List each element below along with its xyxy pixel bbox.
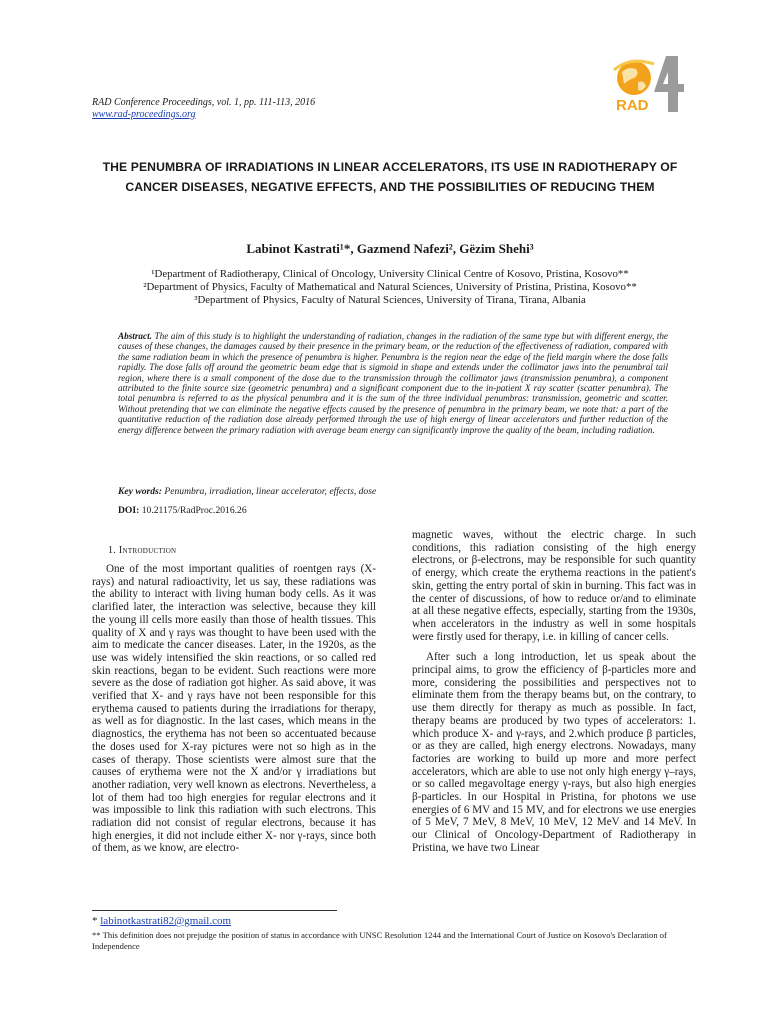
footnote-kosovo-status: ** This definition does not prejudge the position of status in accordance with UNSC Resolution 1244 and the International Court of Justice on Kosovo's Declaration of Independence	[92, 930, 667, 951]
doi-value: 10.21175/RadProc.2016.26	[141, 505, 247, 516]
rad-conference-logo	[610, 52, 690, 124]
abstract-label: Abstract.	[118, 331, 152, 341]
body-column-left	[92, 563, 376, 855]
keywords	[118, 486, 668, 497]
footnote-marker: *	[92, 915, 98, 927]
citation-header: RAD Conference Proceedings, vol. 1, pp. 111-113, 2016	[92, 97, 316, 108]
affiliations	[90, 268, 690, 307]
affiliation-2: ²Department of Physics, Faculty of Mathematical and Natural Sciences, University of Pristina, Pristina, Kosovo**	[143, 281, 637, 293]
proceedings-url-link[interactable]: www.rad-proceedings.org	[92, 109, 196, 120]
keywords-label: Key words:	[118, 486, 162, 497]
footnote-divider	[92, 910, 337, 911]
paper-title: THE PENUMBRA OF IRRADIATIONS IN LINEAR ACCELERATORS, ITS USE IN RADIOTHERAPY OF CANCER DISEASES, NEGATIVE EFFECTS, AND THE POSSIBILITIES OF REDUCING THEM	[102, 160, 678, 194]
author-email-link[interactable]: labinotkastrati82@gmail.com	[100, 915, 232, 927]
abstract	[118, 331, 668, 435]
doi-label: DOI:	[118, 505, 140, 516]
abstract-text: The aim of this study is to highlight the understanding of radiation, changes in the radiation of the same type but with different energy, the causes of these changes, the damages caused by their presence in the primary beam, or the reduction of the effectiveness of radiation, compared with the same radiation beam in which the presence of penumbra is higher. Penumbra is the region near the edge of the field margin where the dose falls rapidly. The dose falls off around the geometric beam edge that is sigmoid in shape and extends under the collimator jaws into the penumbral tail region, where there is a small component of the dose due to the transmission through the collimator jaws (transmission penumbra), a component attributed to the finite source size (geometric penumbra) and a significant component due to the in-patient X ray scatter (scatter penumbra). The total penumbra is referred to as the physical penumbra and it is the sum of the three individual penumbras: transmission, geometric and scatter. Without pretending that we can eliminate the negative effects caused by the presence of penumbra in the primary beam, we note that: a part of the quantitative reduction of the radiation dose already performed through the use of high energy of linear accelerators and further reduction of the energy difference between the primary radiation with average beam energy can significantly improve the quality of the beam, including radiation.	[118, 331, 669, 435]
author-list: Labinot Kastrati¹*, Gazmend Nafezi², Gëzim Shehi³	[246, 241, 534, 256]
footnote-email	[92, 915, 231, 927]
section-title: Introduction	[118, 545, 177, 556]
affiliation-3: ³Department of Physics, Faculty of Natural Sciences, University of Tirana, Tirana, Albania	[194, 294, 586, 306]
affiliation-1: ¹Department of Radiotherapy, Clinical of Oncology, University Clinical Centre of Kosovo, Pristina, Kosovo**	[151, 268, 629, 280]
paragraph: One of the most important qualities of roentgen rays (X-rays) and natural radioactivity, let us say, these radiations was the ability to interact with living human body cells. As it was clarified later, the interaction was selective, because they kill the young ill cells more easily than those of health tissues. This quality of X and γ rays was thought to have been used with the aim to medicate the cancer diseases. Later, in the 1920s, as the use was widely intensified the skin reactions, or so called red skin reactions, began to be evident. Such reactions were more severe as the dose of radiation got higher. As said above, it was verified that X- and γ rays have not been responsible for this erythema caused to patients during the irradiations for therapy, as well as for diagnostic. In the last cases, which means in the diagnostics, the erythema has not been so accentuated because the doses used for X-ray pictures were not so high as in the cases of therapy. Those scientists were almost sure that the causes of erythema were not the X and/or γ irradiations but another radiation, very well known as electrons. Nevertheless, a lot of them had too high energies for regular electrons and it was impossible to link this radiation with such electrons. This radiation did not consist of regular electrons, because it has high energies, it did not include either X- nor γ-rays, since both of them, as we know, are electro-	[92, 563, 376, 855]
keywords-text: Penumbra, irradiation, linear accelerator, effects, dose	[164, 486, 377, 497]
section-number: 1.	[108, 545, 117, 556]
doi	[118, 505, 668, 516]
body-column-right	[412, 529, 696, 855]
section-heading	[108, 545, 176, 556]
paragraph: After such a long introduction, let us speak about the principal aims, to grow the efficiency of β-particles more and more, considering the possibilities and perspectives not to eliminate them from the therapy beams but, on the contrary, to use them directly for therapy as much as possible. In fact, therapy beams are produced by two types of accelerators: 1. which produce X- and γ-rays, and 2.which produce β particles, or as they are called, high energy electrons. Nowadays, many factories are working to build up more and more perfect accelerators, which are able to use not only high energy γ–rays, or so called megavoltage energy γ-rays, but also high energies β-particles. In our Hospital in Pristina, for photons we use energies of 6 MV and 15 MV, and for electrons we use energies of 5 MeV, 7 MeV, 8 MeV, 10 MeV, 12 MeV and 14 MeV. In our Clinical of Oncology-Department of Radiotherapy in Pristina, we have two Linear	[412, 651, 696, 854]
paragraph: magnetic waves, without the electric charge. In such conditions, this radiation consisting of the high energy electrons, or β-electrons, may be responsible for such quantity of energy, which create the erythema reactions in the patient's skin, getting the entry portal of skin in burning. This fact was in the center of discussions, of how to reduce or/and to eliminate at all these negative effects, especially, starting from the 1930s, when accelerators in the industry as well in some hospitals were firstly used for therapy, i.e. in killing of cancer cells.	[412, 529, 696, 643]
logo-text: RAD	[616, 97, 649, 114]
